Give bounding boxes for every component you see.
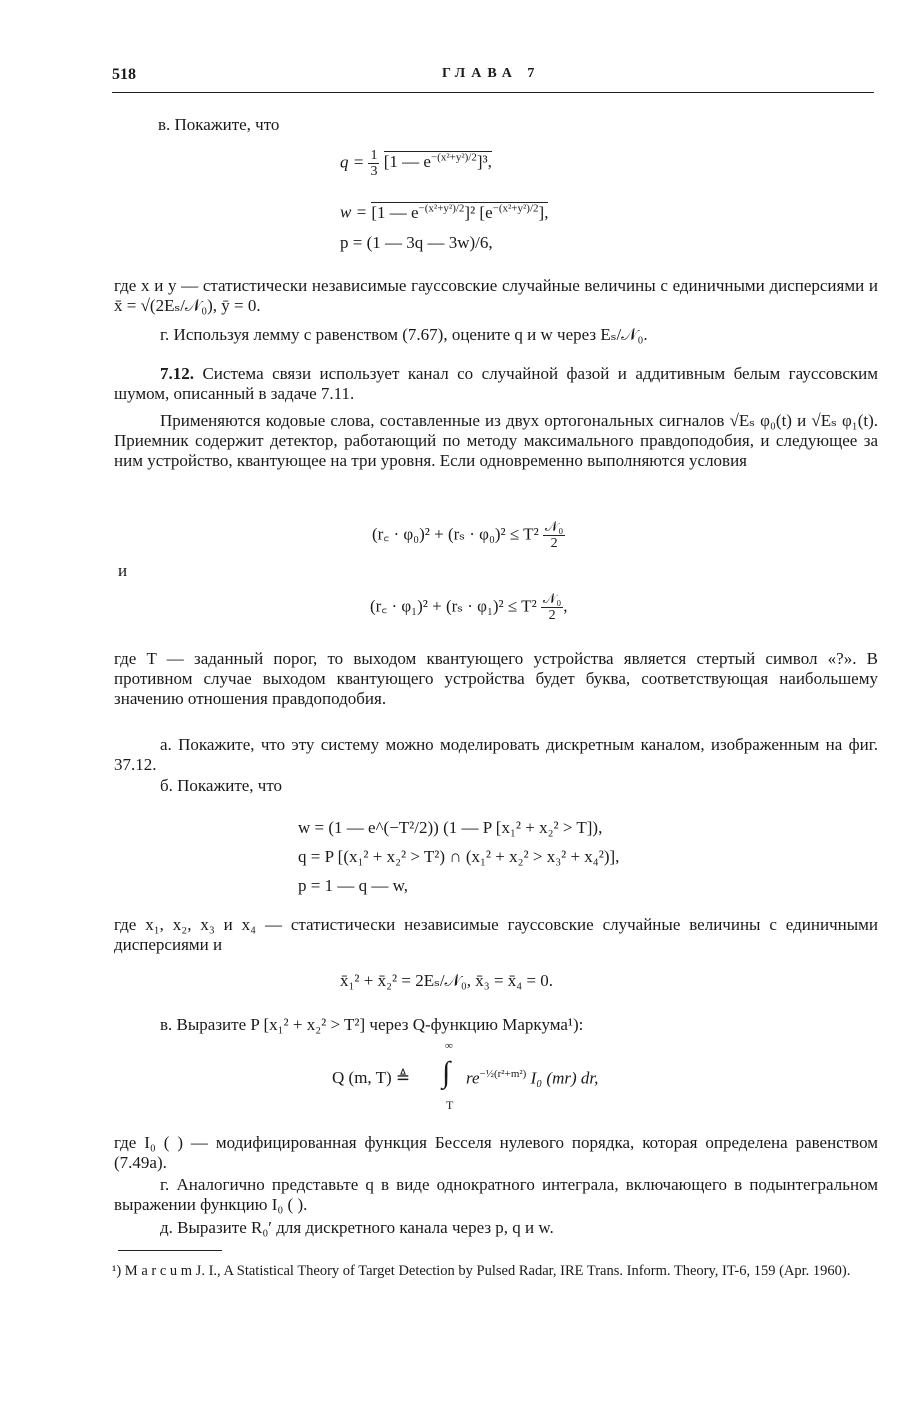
equation-q xyxy=(340,148,492,179)
condition-2: (r꜀ · φ₁)² + (rₛ · φ₁)² ≤ T² $\frac{\text{𝒩₀}}{2}$ , xyxy=(370,592,568,623)
page-number: 518 xyxy=(112,66,136,83)
equation-p2: p = 1 — q — w, xyxy=(298,876,409,895)
running-title: ГЛАВА 7 xyxy=(442,66,541,81)
integral-lower-limit: T xyxy=(446,1098,454,1112)
paragraph-where-x1x4: где x₁, x₂, x₃ и x₄ — статистически независимые гауссовские случайные величины с единичными дисперсиями и xyxy=(114,915,878,954)
item-v-marcum: в. Выразите P [x₁² + x₂² > T²] через Q-функцию Маркума¹): xyxy=(160,1015,584,1034)
eq-w-lhs: w = xyxy=(340,202,368,222)
eq-q-body: [1 — $e^{-(x^2+y^2)/2}]^3$, xyxy=(383,151,492,172)
problem-7-12 xyxy=(114,364,878,404)
paragraph-threshold: где T — заданный порог, то выходом квантующего устройства является стертый символ «?». В противном случае выходом квантующего устройства будет буква, соответствующая наибольшему значению отношения правдоподобия. xyxy=(114,649,878,708)
equation-means: x̄₁² + x̄₂² = 2Eₛ/𝒩₀, x̄₃ = x̄₄ = 0. xyxy=(340,971,554,990)
marcum-integrand: $re^{-\frac{1}{2}(r^2+m^2)}$ I₀ (mr) dr, xyxy=(466,1068,599,1088)
problem-number: 7.12. xyxy=(160,364,194,383)
eq-q-frac-num: 1 xyxy=(370,148,378,163)
item-b: б. Покажите, что xyxy=(160,776,283,795)
integral-upper-limit: ∞ xyxy=(445,1040,453,1052)
equation-p: p = (1 — 3q — 3w)/6, xyxy=(340,233,493,252)
paragraph-where-xy: где x и y — статистически независимые гауссовские случайные величины с единичными дисперсиями и x̄ = √(2Eₛ/𝒩₀), ȳ = 0. xyxy=(114,276,878,315)
cond1-fraction: $\frac{\text{𝒩₀}}{2}$ xyxy=(544,520,564,551)
marcum-lhs: Q (m, T) ≜ xyxy=(332,1068,411,1087)
item-v-intro: в. Покажите, что xyxy=(158,115,280,134)
cond2-fraction: $\frac{\text{𝒩₀}}{2}$ xyxy=(542,592,562,623)
eq-w-body: [1 — $e^{-(x^2+y^2)/2}]^2$ $[e^{-(x^2+y^2)/2}]$, xyxy=(371,202,549,222)
paragraph-bessel: где I₀ ( ) — модифицированная функция Бесселя нулевого порядка, которая определена равенством (7.49а). xyxy=(114,1133,878,1172)
item-g-integral: г. Аналогично представьте q в виде однократного интеграла, включающего в подынтегральном выражении функцию I₀ ( ). xyxy=(114,1175,878,1214)
equation-q2: q = P [(x₁² + x₂² > T²) ∩ (x₁² + x₂² > x₃² + x₄²)], xyxy=(298,847,620,866)
word-and: и xyxy=(118,561,128,580)
footnote-rule xyxy=(118,1250,222,1251)
footnote: ¹) M a r c u m J. I., A Statistical Theory of Target Detection by Pulsed Radar, IRE Trans. Inform. Theory, IT-6, 159 (Apr. 1960). xyxy=(112,1263,851,1279)
item-d: д. Выразите R₀′ для дискретного канала через p, q и w. xyxy=(160,1218,554,1237)
item-a: а. Покажите, что эту систему можно моделировать дискретным каналом, изображенным на фиг. 37.12. xyxy=(114,735,878,774)
integral-sign: ∫ xyxy=(442,1056,451,1089)
problem-text: Система связи использует канал со случайной фазой и аддитивным белым гауссовским шумом, описанный в задаче 7.11. xyxy=(114,364,878,403)
eq-q-fraction xyxy=(368,148,379,179)
condition-1: (r꜀ · φ₀)² + (rₛ · φ₀)² ≤ T² $\frac{\text{𝒩₀}}{2}$ xyxy=(372,520,564,551)
equation-w xyxy=(340,202,548,223)
paragraph-codewords: Применяются кодовые слова, составленные из двух ортогональных сигналов √Eₛ φ₀(t) и √Eₛ φ₁(t). Приемник содержит детектор, работающий по методу максимального правдоподобия, и следующее за ним устройство, квантующее на три уровня. Если одновременно выполняются условия xyxy=(114,411,878,470)
item-g-estimate: г. Используя лемму с равенством (7.67), оцените q и w через Eₛ/𝒩₀. xyxy=(160,325,648,344)
eq-q-frac-den: 3 xyxy=(370,164,378,179)
page-header xyxy=(112,66,874,93)
equation-w2: w = (1 — e^(−T²/2)) (1 — P [x₁² + x₂² > T]), xyxy=(298,818,603,837)
eq-q-lhs: q = xyxy=(340,152,365,172)
